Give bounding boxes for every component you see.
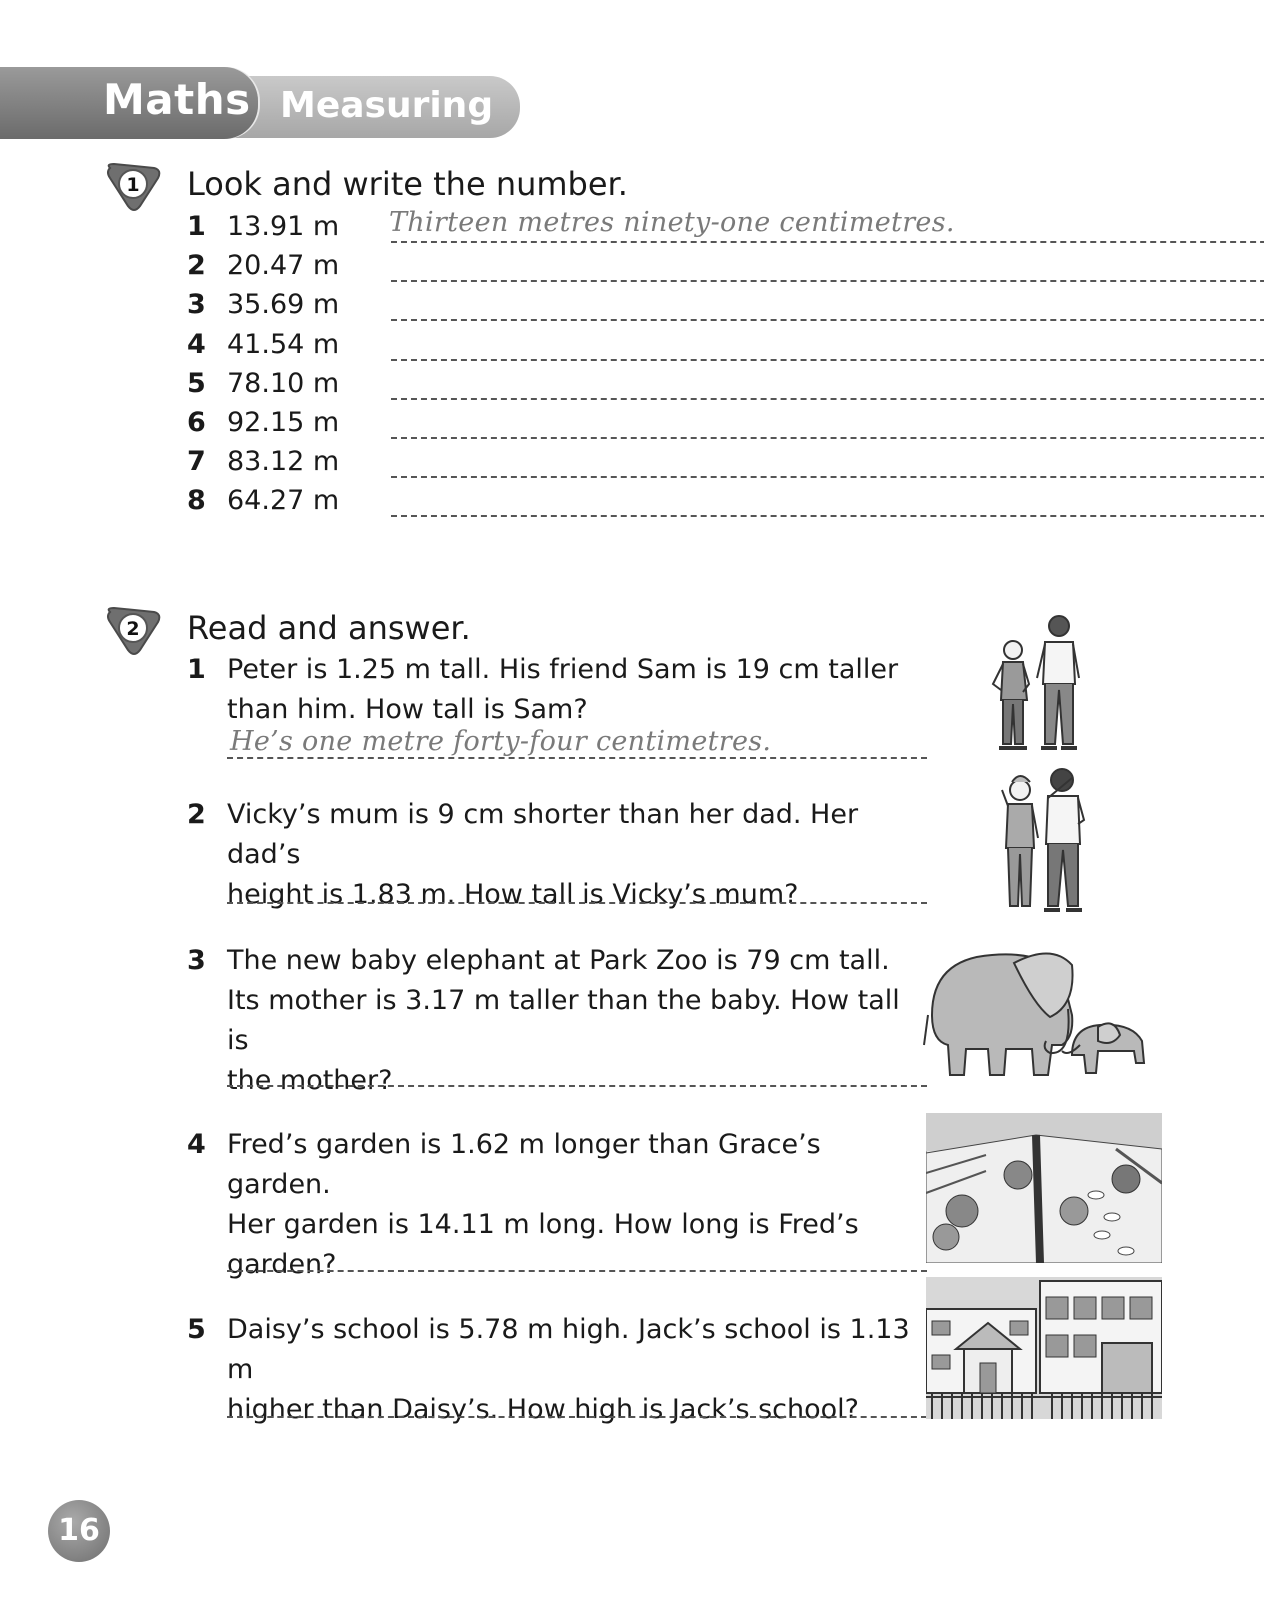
answer-line[interactable] xyxy=(391,280,1264,282)
question-line: Vicky’s mum is 9 cm shorter than her dad. Her dad’s xyxy=(227,799,859,870)
measurement-value: 20.47 m xyxy=(227,250,340,282)
question-line: the mother? xyxy=(227,1065,393,1096)
answer-line[interactable] xyxy=(227,902,927,904)
elephants-illustration xyxy=(922,945,1162,1080)
answer-line[interactable] xyxy=(391,359,1264,361)
item-number: 1 xyxy=(187,211,206,242)
question-line: Fred’s garden is 1.62 m longer than Grace’s garden. xyxy=(227,1129,821,1200)
gardens-illustration xyxy=(926,1113,1162,1263)
exercise-1-instruction: Look and write the number. xyxy=(187,165,628,203)
question-line: than him. How tall is Sam? xyxy=(227,694,588,725)
measurement-value: 64.27 m xyxy=(227,485,340,517)
schools-illustration xyxy=(926,1277,1162,1419)
measurement-value: 78.10 m xyxy=(227,367,340,399)
subject-title: Maths xyxy=(103,75,251,124)
answer-line[interactable] xyxy=(227,1270,927,1272)
answer-line[interactable] xyxy=(391,398,1264,400)
measurement-value: 92.15 m xyxy=(227,407,340,438)
item-number: 8 xyxy=(187,485,206,517)
question-line: garden? xyxy=(227,1249,337,1280)
question-line: Her garden is 14.11 m long. How long is Fred’s xyxy=(227,1209,859,1240)
exercise-2-instruction: Read and answer. xyxy=(187,609,471,647)
answer-line[interactable] xyxy=(391,515,1264,517)
measurement-value: 41.54 m xyxy=(227,328,340,360)
answer-line[interactable] xyxy=(391,319,1264,321)
answer-line[interactable] xyxy=(227,757,927,759)
question-line: higher than Daisy’s. How high is Jack’s school? xyxy=(227,1394,859,1425)
page-number: 16 xyxy=(48,1500,110,1562)
answer-line[interactable] xyxy=(227,1085,927,1087)
question-line: Peter is 1.25 m tall. His friend Sam is 19 cm taller xyxy=(227,654,899,685)
question-number: 1 xyxy=(187,654,206,685)
answer-handwritten: He’s one metre forty-four centimetres. xyxy=(230,726,772,757)
question-number: 4 xyxy=(187,1129,206,1160)
measurement-value: 83.12 m xyxy=(227,446,340,478)
question-line: height is 1.83 m. How tall is Vicky’s mum? xyxy=(227,879,799,910)
question-number: 3 xyxy=(187,945,206,976)
measurement-value: 13.91 m xyxy=(227,211,340,242)
exercise-1-badge-number: 1 xyxy=(126,174,140,196)
page-header xyxy=(0,67,525,141)
answer-line[interactable] xyxy=(391,476,1264,478)
answer-handwritten: Thirteen metres ninety-one centimetres. xyxy=(389,207,955,238)
question-line: Daisy’s school is 5.78 m high. Jack’s school is 1.13 m xyxy=(227,1314,910,1385)
answer-line[interactable] xyxy=(391,241,1264,243)
item-number: 6 xyxy=(187,407,206,438)
question-line: The new baby elephant at Park Zoo is 79 cm tall. xyxy=(227,945,890,976)
item-number: 2 xyxy=(187,250,206,282)
item-number: 5 xyxy=(187,367,206,399)
item-number: 4 xyxy=(187,328,206,360)
exercise-1-badge-icon xyxy=(104,162,162,212)
question-number: 5 xyxy=(187,1314,206,1345)
two-boys-illustration xyxy=(985,612,1095,757)
topic-title: Measuring xyxy=(280,85,494,126)
question-line: Its mother is 3.17 m taller than the baby. How tall is xyxy=(227,985,900,1056)
parents-illustration xyxy=(988,760,1103,915)
answer-line[interactable] xyxy=(391,437,1264,439)
item-number: 3 xyxy=(187,289,206,321)
question-number: 2 xyxy=(187,799,206,830)
exercise-2-badge-number: 2 xyxy=(126,618,140,640)
answer-line[interactable] xyxy=(227,1416,927,1418)
item-number: 7 xyxy=(187,446,206,478)
measurement-value: 35.69 m xyxy=(227,289,340,321)
exercise-2-badge-icon xyxy=(104,606,162,656)
